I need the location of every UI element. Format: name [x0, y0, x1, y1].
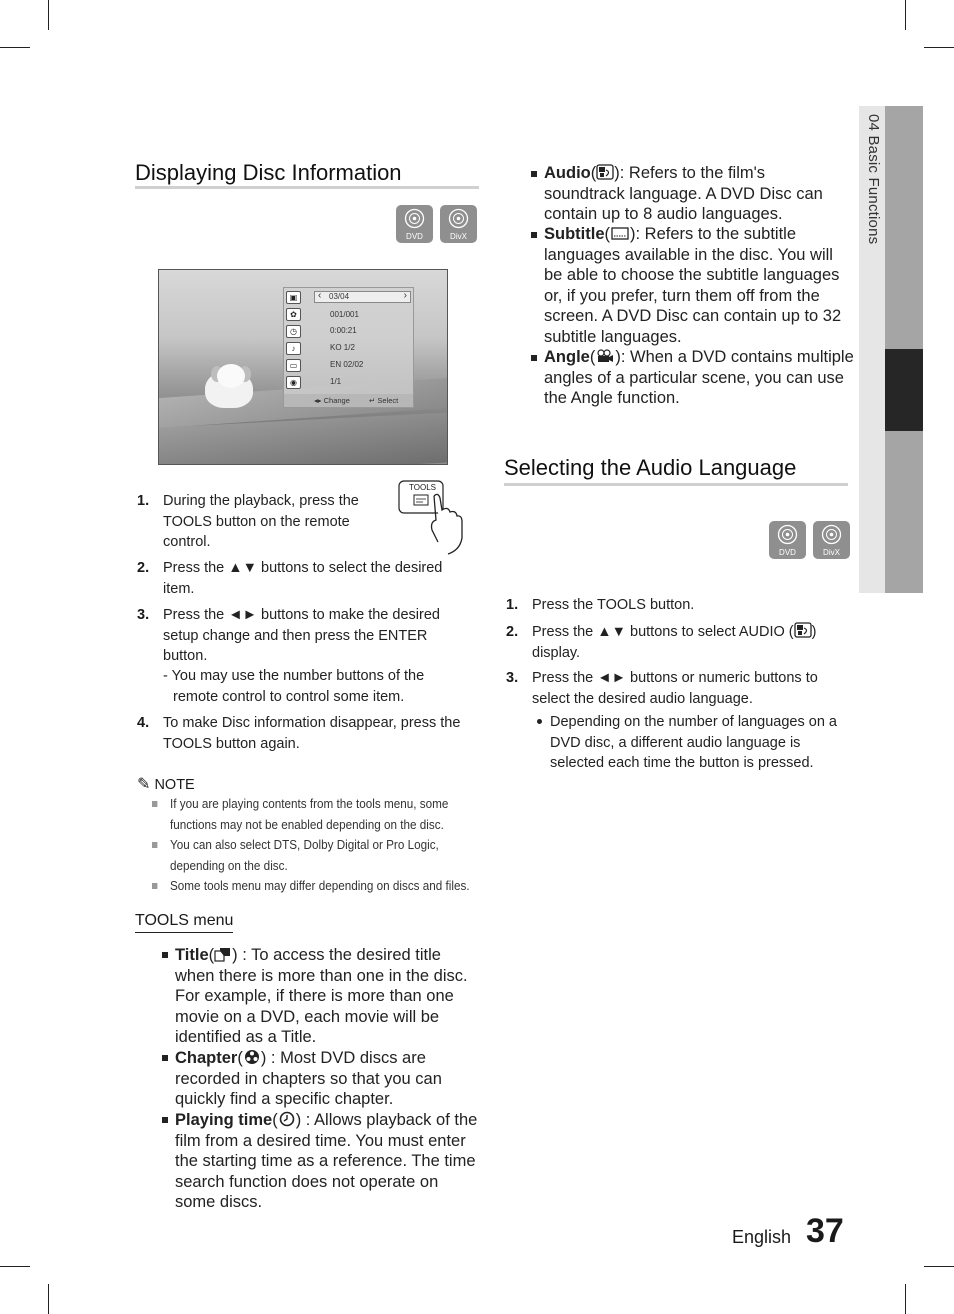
- osd-select-label: Select: [377, 396, 399, 405]
- osd-value: EN 02/02: [330, 360, 364, 369]
- chapter-icon: [243, 1049, 261, 1065]
- time-icon: ◷: [286, 325, 301, 338]
- section-heading-audio-language: Selecting the Audio Language: [504, 455, 797, 480]
- divx-disc-icon: DivX: [813, 521, 850, 559]
- tools-item-subtitle: Subtitle( ): Refers to the subtitle languages available in the disc. You will be able to choose the subtitle languages or, if you prefer, turn them off from the screen. A DVD Disc can contain up to 32 subtitle languages.: [544, 225, 842, 346]
- tools-item-audio: Audio( ): Refers to the film's soundtrack language. A DVD Disc can contain up to 8 audio languages.: [544, 164, 823, 223]
- footer-language: English: [732, 1227, 792, 1247]
- step-number: 3.: [137, 607, 150, 623]
- audio-icon: [794, 622, 812, 638]
- dot-bullet: [537, 719, 542, 724]
- dvd-disc-icon: DVD: [769, 521, 806, 559]
- chapter-icon: ✿: [286, 308, 301, 321]
- subtitle-icon: ▭: [286, 359, 301, 372]
- step-text: Press the TOOLS button.: [532, 597, 695, 613]
- bullet: [162, 1055, 168, 1061]
- audio-icon: ♪: [286, 342, 301, 355]
- note-item: If you are playing contents from the tools menu, some functions may not be enabled depending on the disc.: [170, 794, 481, 835]
- step-number: 2.: [506, 624, 519, 640]
- step-number: 3.: [506, 670, 519, 686]
- step-number: 4.: [137, 715, 150, 731]
- section-heading-disc-info: Displaying Disc Information: [135, 160, 402, 185]
- step-text: Press the ▲▼ buttons to select AUDIO ( ) display.: [532, 624, 817, 661]
- crop-mark: [924, 47, 954, 48]
- page-number: 37: [806, 1212, 844, 1250]
- chapter-tab-marker: [885, 349, 923, 431]
- disc-badges: [396, 205, 477, 243]
- tools-osd-panel: [283, 287, 414, 408]
- osd-value: 001/001: [330, 310, 359, 319]
- osd-value: 1/1: [330, 377, 342, 386]
- crop-mark: [0, 1266, 30, 1267]
- angle-icon: ◉: [286, 376, 301, 389]
- bullet: [162, 952, 168, 958]
- step-text: To make Disc information disappear, press the TOOLS button again.: [163, 715, 461, 752]
- dot-note: Depending on the number of languages on a DVD disc, a different audio language is selected each time the button is pressed.: [550, 714, 837, 771]
- osd-value: 0:00:21: [330, 326, 357, 335]
- step-number: 1.: [137, 493, 150, 509]
- crop-mark: [905, 1284, 906, 1314]
- audio-icon: [596, 164, 614, 180]
- tools-item-playing-time: Playing time( ) : Allows playback of the film from a desired time. You must enter the starting time as a reference. The time search function does not operate on some discs.: [175, 1111, 478, 1211]
- tools-menu-heading: TOOLS menu: [135, 912, 233, 933]
- title-icon: ▣: [286, 291, 301, 304]
- step-text: Press the ◄► buttons to make the desired setup change and then press the ENTER button.: [163, 607, 440, 664]
- pencil-icon: ✎: [137, 776, 151, 793]
- step-text: During the playback, press the TOOLS button on the remote control.: [163, 493, 359, 550]
- osd-footer: ◂▸ Change ↵ Select: [284, 394, 413, 407]
- step-number: 2.: [137, 560, 150, 576]
- bullet: [531, 355, 537, 361]
- title-icon: [214, 946, 232, 962]
- bullet: [162, 1117, 168, 1123]
- crop-mark: [0, 47, 30, 48]
- osd-title-row: ‹ 03/04 ›: [314, 291, 411, 303]
- bullet: [531, 171, 537, 177]
- dvd-disc-icon: DVD: [396, 205, 433, 243]
- tools-item-title: Title( ) : To access the desired title when there is more than one in the disc. For example, if there is more than one movie on a DVD, each movie will be identified as a Title.: [175, 946, 468, 1046]
- tools-item-angle: Angle( ): When a DVD contains multiple angles of a particular scene, you can use the Angle function.: [544, 348, 854, 407]
- heading-rule: [135, 186, 479, 189]
- chapter-tab-label: 04 Basic Functions: [865, 114, 882, 245]
- bullet: [531, 232, 537, 238]
- step-text: Press the ▲▼ buttons to select the desired item.: [163, 560, 443, 597]
- subtitle-icon: [610, 225, 630, 241]
- crop-mark: [924, 1266, 954, 1267]
- note-heading: ✎ NOTE: [137, 776, 195, 793]
- crop-mark: [905, 0, 906, 30]
- note-item: Some tools menu may differ depending on discs and files.: [170, 876, 481, 897]
- osd-change-label: Change: [323, 396, 350, 405]
- step-subnote: - You may use the number buttons of the remote control to control some item.: [163, 668, 425, 705]
- divx-disc-icon: DivX: [440, 205, 477, 243]
- crop-mark: [48, 0, 49, 30]
- note-item: You can also select DTS, Dolby Digital or Pro Logic, depending on the disc.: [170, 835, 467, 876]
- heading-rule: [504, 483, 848, 486]
- crop-mark: [48, 1284, 49, 1314]
- osd-value: KO 1/2: [330, 343, 355, 352]
- step-text: Press the ◄► buttons or numeric buttons to select the desired audio language.: [532, 670, 818, 707]
- tools-item-chapter: Chapter( ) : Most DVD discs are recorded in chapters so that you can quickly find a specific chapter.: [175, 1049, 442, 1108]
- remote-tools-label: TOOLS: [409, 483, 436, 492]
- disc-badges: [769, 521, 850, 559]
- step-number: 1.: [506, 597, 519, 613]
- angle-icon: [595, 348, 615, 364]
- clock-icon: [278, 1111, 296, 1127]
- remote-tools-button-illustration: [398, 480, 468, 560]
- disc-info-screenshot: [158, 269, 448, 465]
